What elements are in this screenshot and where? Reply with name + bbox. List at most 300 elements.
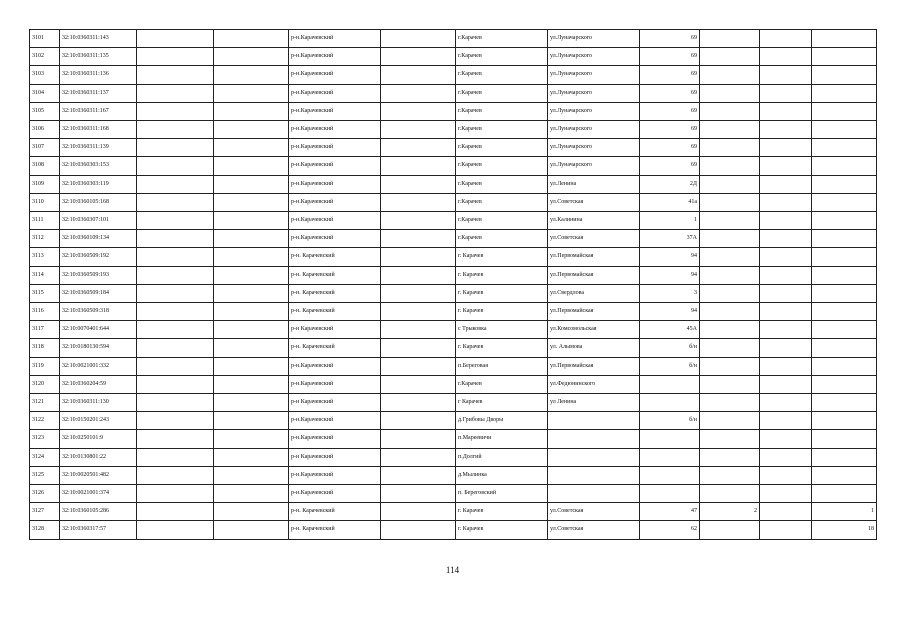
table-cell xyxy=(812,157,877,175)
table-cell xyxy=(760,230,812,248)
table-row xyxy=(30,339,877,357)
table-cell xyxy=(381,485,456,503)
table-cell: с Трыковка xyxy=(456,321,548,339)
table-cell xyxy=(381,30,456,48)
table-cell: г.Карачев xyxy=(456,84,548,102)
table-cell xyxy=(548,412,640,430)
table-cell: п.Долгий xyxy=(456,448,548,466)
table-row xyxy=(30,485,877,503)
table-cell xyxy=(381,84,456,102)
table-row xyxy=(30,303,877,321)
table-cell: ул.Советская xyxy=(548,521,640,539)
table-cell: г.Карачев xyxy=(456,121,548,139)
table-cell xyxy=(381,357,456,375)
table-cell xyxy=(137,485,214,503)
table-cell xyxy=(640,375,700,393)
table-cell xyxy=(381,102,456,120)
table-cell: 3110 xyxy=(30,193,60,211)
table-cell xyxy=(381,121,456,139)
table-cell xyxy=(381,48,456,66)
table-cell xyxy=(381,448,456,466)
table-cell xyxy=(700,157,760,175)
table-cell xyxy=(760,266,812,284)
table-cell xyxy=(700,375,760,393)
table-cell: 3102 xyxy=(30,48,60,66)
table-cell xyxy=(700,66,760,84)
table-cell xyxy=(700,102,760,120)
table-cell: 32:10:0360509:193 xyxy=(60,266,137,284)
table-cell xyxy=(137,48,214,66)
table-cell: 94 xyxy=(640,266,700,284)
table-cell: р-н. Карачевский xyxy=(289,284,381,302)
table-cell: р-н.Карачевский xyxy=(289,230,381,248)
table-cell xyxy=(812,193,877,211)
table-cell: 3112 xyxy=(30,230,60,248)
table-cell: д.Грибовы Дворы xyxy=(456,412,548,430)
table-row xyxy=(30,30,877,48)
table-cell xyxy=(812,30,877,48)
table-cell xyxy=(381,321,456,339)
table-cell: 3115 xyxy=(30,284,60,302)
table-cell: р-н.Карачевский xyxy=(289,212,381,230)
table-cell: р-н Карачевский xyxy=(289,394,381,412)
table-cell: ул.Первомайская xyxy=(548,357,640,375)
table-cell xyxy=(760,102,812,120)
table-cell: 94 xyxy=(640,303,700,321)
table-cell xyxy=(214,48,289,66)
table-cell: г. Карачев xyxy=(456,284,548,302)
table-cell xyxy=(640,466,700,484)
table-cell xyxy=(760,84,812,102)
table-cell: г. Карачев xyxy=(456,266,548,284)
table-row xyxy=(30,412,877,430)
table-cell xyxy=(760,321,812,339)
table-cell: р-н Карачевский xyxy=(289,448,381,466)
table-cell: 32:10:0130801:22 xyxy=(60,448,137,466)
table-cell: р-н.Карачевский xyxy=(289,48,381,66)
table-cell: ул.Первомайская xyxy=(548,266,640,284)
table-cell: 32:10:0180130:594 xyxy=(60,339,137,357)
table-cell: р-н. Карачевский xyxy=(289,339,381,357)
table-cell: р-н.Карачевский xyxy=(289,157,381,175)
table-cell: ул.Луначарского xyxy=(548,157,640,175)
table-cell: 94 xyxy=(640,248,700,266)
table-cell xyxy=(137,121,214,139)
table-cell xyxy=(214,66,289,84)
table-cell: 32:10:0360311:167 xyxy=(60,102,137,120)
table-cell xyxy=(214,139,289,157)
table-cell: 32:10:0250101:9 xyxy=(60,430,137,448)
table-cell: 32:10:0360105:168 xyxy=(60,193,137,211)
table-cell xyxy=(700,412,760,430)
table-cell xyxy=(381,394,456,412)
table-cell: ул.Калинина xyxy=(548,212,640,230)
table-cell xyxy=(214,230,289,248)
table-row xyxy=(30,175,877,193)
table-cell: 32:10:0360311:137 xyxy=(60,84,137,102)
table-cell: 3128 xyxy=(30,521,60,539)
table-cell: 3124 xyxy=(30,448,60,466)
table-cell xyxy=(700,485,760,503)
table-cell xyxy=(381,521,456,539)
table-cell: г.Карачев xyxy=(456,375,548,393)
table-cell xyxy=(700,139,760,157)
table-cell: 3103 xyxy=(30,66,60,84)
table-cell: 32:10:0360311:139 xyxy=(60,139,137,157)
table-cell xyxy=(214,266,289,284)
table-cell xyxy=(214,394,289,412)
table-cell: 3108 xyxy=(30,157,60,175)
table-cell xyxy=(812,66,877,84)
table-cell: р-н.Карачевский xyxy=(289,485,381,503)
table-cell xyxy=(812,248,877,266)
table-cell xyxy=(214,84,289,102)
table-cell xyxy=(760,30,812,48)
table-cell: ул.Луначарского xyxy=(548,139,640,157)
table-cell xyxy=(381,466,456,484)
table-cell: п. Береговский xyxy=(456,485,548,503)
table-cell: д.Мылинка xyxy=(456,466,548,484)
table-cell xyxy=(381,212,456,230)
table-cell: 69 xyxy=(640,157,700,175)
table-cell xyxy=(214,321,289,339)
table-cell: ул.Федюнинского xyxy=(548,375,640,393)
table-cell xyxy=(137,339,214,357)
table-cell xyxy=(812,321,877,339)
table-cell: ул Ленина xyxy=(548,394,640,412)
table-cell xyxy=(137,266,214,284)
table-cell: 2 xyxy=(700,503,760,521)
table-cell: ул.Советская xyxy=(548,230,640,248)
table-cell xyxy=(700,321,760,339)
table-cell: 1 xyxy=(640,212,700,230)
table-cell: 32:10:0360303:153 xyxy=(60,157,137,175)
table-cell xyxy=(760,66,812,84)
table-cell: р-н.Карачевский xyxy=(289,175,381,193)
table-cell: 32:10:0150201:243 xyxy=(60,412,137,430)
table-cell: 69 xyxy=(640,102,700,120)
table-cell: 37А xyxy=(640,230,700,248)
table-cell: 32:10:0360311:136 xyxy=(60,66,137,84)
table-cell xyxy=(381,375,456,393)
table-cell xyxy=(700,394,760,412)
table-cell xyxy=(760,248,812,266)
table-cell: 47 xyxy=(640,503,700,521)
table-cell xyxy=(214,375,289,393)
table-cell xyxy=(700,30,760,48)
table-cell xyxy=(812,485,877,503)
table-cell xyxy=(137,357,214,375)
table-cell: 45А xyxy=(640,321,700,339)
table-cell xyxy=(214,448,289,466)
table-cell xyxy=(381,193,456,211)
table-cell: 32:10:0070401:644 xyxy=(60,321,137,339)
table-cell: р-н.Карачевский xyxy=(289,430,381,448)
table-cell xyxy=(760,394,812,412)
table-cell xyxy=(760,375,812,393)
table-cell: р-н Карачевский xyxy=(289,321,381,339)
table-cell xyxy=(700,284,760,302)
table-cell: 32:10:0360509:192 xyxy=(60,248,137,266)
table-cell xyxy=(640,448,700,466)
table-cell xyxy=(700,266,760,284)
table-cell xyxy=(137,466,214,484)
table-cell: г. Карачев xyxy=(456,503,548,521)
table-cell xyxy=(214,466,289,484)
table-cell: 32:10:0021001:332 xyxy=(60,357,137,375)
table-cell: 32:10:0021001:374 xyxy=(60,485,137,503)
table-cell xyxy=(812,102,877,120)
table-cell: 3126 xyxy=(30,485,60,503)
table-cell xyxy=(700,521,760,539)
table-cell xyxy=(137,248,214,266)
table-cell: г.Карачев xyxy=(456,212,548,230)
table-cell: р-н.Карачевский xyxy=(289,30,381,48)
table-cell xyxy=(214,121,289,139)
table-cell xyxy=(381,139,456,157)
table-cell xyxy=(137,175,214,193)
table-cell: р-н. Карачевский xyxy=(289,266,381,284)
table-body xyxy=(30,30,877,540)
table-row xyxy=(30,375,877,393)
table-cell: ул.Луначарского xyxy=(548,66,640,84)
table-cell xyxy=(812,266,877,284)
table-cell: ул.Луначарского xyxy=(548,102,640,120)
table-cell: 3107 xyxy=(30,139,60,157)
table-cell: г.Карачев xyxy=(456,175,548,193)
table-cell xyxy=(214,248,289,266)
table-cell xyxy=(137,503,214,521)
table-cell: р-н.Карачевский xyxy=(289,121,381,139)
table-cell: 3116 xyxy=(30,303,60,321)
table-cell xyxy=(381,339,456,357)
table-cell xyxy=(640,430,700,448)
table-cell: р-н.Карачевский xyxy=(289,84,381,102)
table-cell: 32:10:0360311:135 xyxy=(60,48,137,66)
table-row xyxy=(30,139,877,157)
table-cell xyxy=(760,521,812,539)
table-cell: 69 xyxy=(640,121,700,139)
table-cell xyxy=(812,284,877,302)
table-cell: 3114 xyxy=(30,266,60,284)
table-row xyxy=(30,230,877,248)
table-cell xyxy=(760,139,812,157)
table-cell xyxy=(760,193,812,211)
table-cell: 32:10:0360303:119 xyxy=(60,175,137,193)
table-cell xyxy=(137,212,214,230)
table-cell xyxy=(760,48,812,66)
table-cell: 3120 xyxy=(30,375,60,393)
table-cell xyxy=(214,303,289,321)
registry-table xyxy=(29,29,877,540)
table-cell xyxy=(700,430,760,448)
table-cell: ул.Комсомольская xyxy=(548,321,640,339)
table-cell: р-н.Карачевский xyxy=(289,375,381,393)
table-cell: 3118 xyxy=(30,339,60,357)
table-cell xyxy=(214,175,289,193)
table-cell xyxy=(760,284,812,302)
table-cell: 32:10:0360204:59 xyxy=(60,375,137,393)
table-cell: ул.Первомайская xyxy=(548,248,640,266)
table-cell: п.Мареевичи xyxy=(456,430,548,448)
table-cell xyxy=(381,66,456,84)
table-row xyxy=(30,284,877,302)
table-cell: 3106 xyxy=(30,121,60,139)
table-row xyxy=(30,48,877,66)
table-cell xyxy=(700,357,760,375)
table-cell: г.Карачев xyxy=(456,157,548,175)
table-cell xyxy=(381,284,456,302)
table-cell xyxy=(137,157,214,175)
table-cell xyxy=(760,412,812,430)
table-cell xyxy=(760,157,812,175)
table-cell: б/н xyxy=(640,339,700,357)
table-cell xyxy=(137,412,214,430)
table-cell xyxy=(381,230,456,248)
table-cell xyxy=(214,157,289,175)
table-cell: 32:10:0020501:482 xyxy=(60,466,137,484)
table-cell: 32:10:0360311:168 xyxy=(60,121,137,139)
table-row xyxy=(30,157,877,175)
table-cell xyxy=(381,303,456,321)
table-cell: 32:10:0360105:286 xyxy=(60,503,137,521)
table-cell: 3121 xyxy=(30,394,60,412)
table-cell: ул.Луначарского xyxy=(548,84,640,102)
table-cell: г.Карачев xyxy=(456,48,548,66)
table-cell xyxy=(214,30,289,48)
table-cell: 32:10:0360317:57 xyxy=(60,521,137,539)
table-cell xyxy=(760,175,812,193)
table-cell: р-н.Карачевский xyxy=(289,193,381,211)
table-cell xyxy=(700,339,760,357)
table-cell: р-н.Карачевский xyxy=(289,357,381,375)
table-cell: р-н.Карачевский xyxy=(289,412,381,430)
table-cell xyxy=(700,466,760,484)
table-cell xyxy=(700,193,760,211)
table-cell: ул.Луначарского xyxy=(548,30,640,48)
table-cell: р-н. Карачевский xyxy=(289,521,381,539)
table-cell xyxy=(137,375,214,393)
table-cell: 41а xyxy=(640,193,700,211)
table-cell: ул. Алымова xyxy=(548,339,640,357)
table-row xyxy=(30,521,877,539)
table-cell: р-н.Карачевский xyxy=(289,139,381,157)
table-cell xyxy=(137,230,214,248)
table-cell xyxy=(812,375,877,393)
table-cell xyxy=(214,412,289,430)
table-cell xyxy=(760,503,812,521)
table-cell xyxy=(760,339,812,357)
table-cell xyxy=(137,193,214,211)
table-cell: р-н. Карачевский xyxy=(289,248,381,266)
table-cell xyxy=(760,485,812,503)
table-cell xyxy=(700,303,760,321)
table-cell: р-н.Карачевский xyxy=(289,102,381,120)
table-cell: г. Карачев xyxy=(456,248,548,266)
table-cell: 69 xyxy=(640,48,700,66)
table-cell: р-н.Карачевский xyxy=(289,66,381,84)
table-cell: 69 xyxy=(640,66,700,84)
table-cell: 32:10:0360311:143 xyxy=(60,30,137,48)
table-cell xyxy=(812,339,877,357)
table-cell xyxy=(137,321,214,339)
table-row xyxy=(30,266,877,284)
table-cell xyxy=(812,394,877,412)
table-cell xyxy=(137,448,214,466)
table-cell xyxy=(381,412,456,430)
table-cell: 32:10:0360509:318 xyxy=(60,303,137,321)
table-row xyxy=(30,102,877,120)
table-cell xyxy=(137,102,214,120)
table-cell: 3117 xyxy=(30,321,60,339)
table-cell: 69 xyxy=(640,139,700,157)
table-cell xyxy=(548,485,640,503)
table-cell xyxy=(381,157,456,175)
table-cell: 3122 xyxy=(30,412,60,430)
table-cell: 3111 xyxy=(30,212,60,230)
table-cell xyxy=(760,121,812,139)
table-cell xyxy=(812,139,877,157)
table-row xyxy=(30,448,877,466)
table-cell xyxy=(640,394,700,412)
table-cell xyxy=(760,448,812,466)
table-cell: п.Береговая xyxy=(456,357,548,375)
page-number: 114 xyxy=(445,565,460,575)
table-cell xyxy=(381,430,456,448)
table-cell xyxy=(700,230,760,248)
table-cell xyxy=(812,303,877,321)
table-cell xyxy=(760,357,812,375)
table-cell: 3105 xyxy=(30,102,60,120)
table-cell: 62 xyxy=(640,521,700,539)
table-cell: ул.Луначарского xyxy=(548,48,640,66)
table-cell: ул.Свердлова xyxy=(548,284,640,302)
table-cell xyxy=(214,430,289,448)
table-cell xyxy=(812,357,877,375)
table-cell xyxy=(548,448,640,466)
table-row xyxy=(30,193,877,211)
table-cell xyxy=(381,503,456,521)
table-cell: 3123 xyxy=(30,430,60,448)
table-cell xyxy=(137,84,214,102)
table-cell: р-н. Карачевский xyxy=(289,503,381,521)
table-row xyxy=(30,66,877,84)
table-cell xyxy=(700,121,760,139)
table-cell xyxy=(214,193,289,211)
table-cell: 1 xyxy=(812,503,877,521)
table-cell: г.Карачев xyxy=(456,66,548,84)
table-cell: г. Карачев xyxy=(456,303,548,321)
table-cell: г Карачев xyxy=(456,394,548,412)
table-cell xyxy=(548,430,640,448)
table-cell: г.Карачев xyxy=(456,193,548,211)
table-cell xyxy=(760,303,812,321)
table-cell: 3 xyxy=(640,284,700,302)
table-cell xyxy=(214,485,289,503)
table-cell xyxy=(381,175,456,193)
table-cell: ул.Советская xyxy=(548,503,640,521)
table-cell xyxy=(812,175,877,193)
table-cell xyxy=(548,466,640,484)
table-cell: 3101 xyxy=(30,30,60,48)
table-cell: г.Карачев xyxy=(456,102,548,120)
table-cell: 3125 xyxy=(30,466,60,484)
table-cell xyxy=(812,430,877,448)
table-row xyxy=(30,121,877,139)
table-cell: 32:10:0360509:184 xyxy=(60,284,137,302)
table-row xyxy=(30,248,877,266)
table-cell xyxy=(760,212,812,230)
